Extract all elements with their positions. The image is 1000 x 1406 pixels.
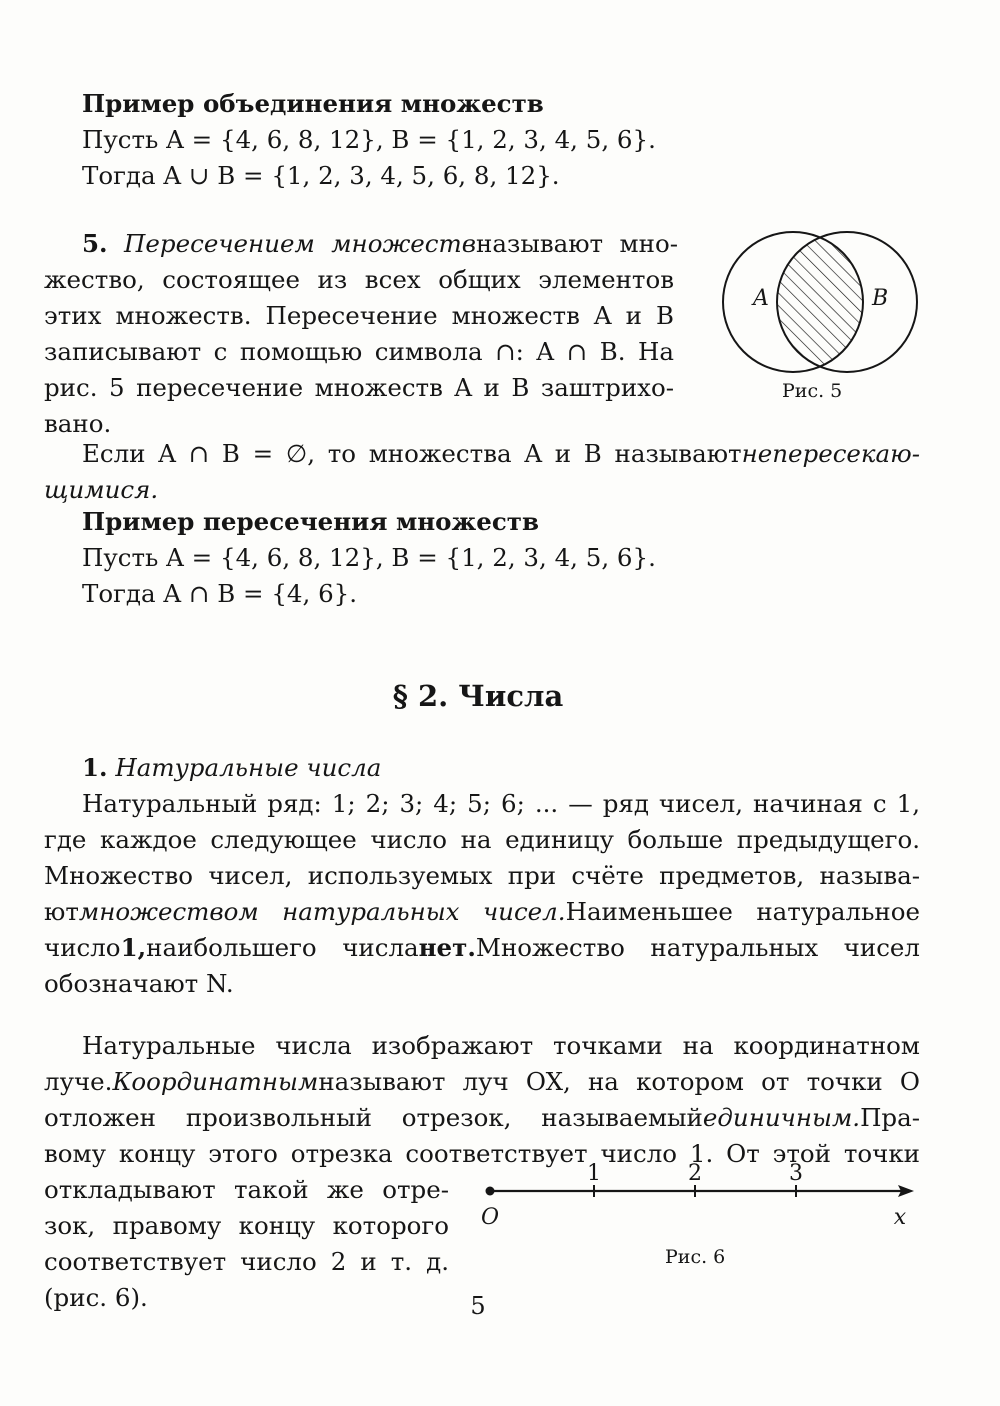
origin-point (486, 1187, 495, 1196)
item-number: 5. (82, 229, 108, 258)
intersection-def-line6: вано. (44, 409, 112, 438)
intersection-def-line1-rest: называют мно- (476, 229, 678, 258)
ray-p2-line2-a: луче. (44, 1067, 113, 1096)
ray-p2-line4: вому концу этого отрезка соответствует число 1. От этой точки (44, 1139, 920, 1168)
set-b-label: B (872, 286, 889, 311)
ray-p2-line3-b: Пра- (860, 1103, 920, 1132)
natural-p1-line2: где каждое следующее число на единицу больше предыдущего. (44, 825, 920, 854)
intersection-def-line1 (82, 226, 678, 262)
intersection-example-line1: Пусть A = {4, 6, 8, 12}, B = {1, 2, 3, 4, 5, 6}. (82, 543, 656, 572)
origin-label: O (480, 1205, 500, 1230)
ray-p2-line5: откладывают такой же отре- (44, 1175, 449, 1204)
term-natural-set: множеством натуральных чисел. (78, 897, 566, 926)
bold-none: нет. (418, 933, 476, 962)
term-coordinate: Координатным (112, 1067, 319, 1096)
intersection-def-line2: жество, состоящее из всех общих элементов (44, 265, 674, 294)
page-number: 5 (470, 1292, 486, 1320)
disjoint-line1-text: Если A ∩ B = ∅, то множества A и B называют (82, 439, 742, 468)
disjoint-line2: щимися. (44, 475, 159, 504)
term-disjoint: непересекаю- (741, 439, 920, 468)
natural-p1-line4-a: ют (44, 897, 79, 926)
coordinate-ray (470, 1160, 930, 1240)
union-example-line2: Тогда A ∪ B = {1, 2, 3, 4, 5, 6, 8, 12}. (82, 161, 560, 190)
intersection-example-line2: Тогда A ∩ B = {4, 6}. (82, 579, 358, 608)
ray-p2-line6: зок, правому концу которого (44, 1211, 449, 1240)
term-intersection: Пересечением множеств (124, 229, 477, 258)
tick-label-2: 2 (688, 1161, 702, 1186)
intersection-def-line3: этих множеств. Пересечение множеств A и B (44, 301, 674, 330)
fig6-caption: Рис. 6 (665, 1246, 726, 1268)
natural-p1-line5-a: число (44, 933, 121, 962)
tick-label-3: 3 (789, 1161, 803, 1186)
natural-p1-line5 (44, 930, 920, 966)
ray-p2-line8: (рис. 6). (44, 1283, 148, 1312)
natural-p1-line5-d: Множество натуральных чисел (475, 933, 920, 962)
axis-label: x (893, 1205, 907, 1230)
venn-diagram (705, 220, 965, 395)
ray-p2-line1: Натуральные числа изображают точками на координатном (82, 1031, 920, 1060)
union-example-heading: Пример объединения множеств (82, 89, 544, 118)
section-title: § 2. Числа (392, 679, 564, 713)
natural-p1-line1: Натуральный ряд: 1; 2; 3; 4; 5; 6; ... — ряд чисел, начиная с 1, (82, 789, 920, 818)
disjoint-line1 (82, 436, 920, 472)
intersection-def-line4: записывают с помощью символа ∩: A ∩ B. На (44, 337, 674, 366)
bold-one: 1, (120, 933, 147, 962)
ray-p2-line2-b: называют луч OX, на котором от точки O (318, 1067, 920, 1096)
tick-label-1: 1 (587, 1161, 601, 1186)
set-a-label: A (753, 286, 769, 311)
intersection-example-heading: Пример пересечения множеств (82, 507, 539, 536)
union-example-line1: Пусть A = {4, 6, 8, 12}, B = {1, 2, 3, 4, 5, 6}. (82, 125, 656, 154)
ray-p2-line7: соответствует число 2 и т. д. (44, 1247, 449, 1276)
subsection-title: Натуральные числа (115, 753, 382, 782)
intersection-def-line5: рис. 5 пересечение множеств A и B заштрихо- (44, 373, 674, 402)
subsection-number: 1. (82, 753, 108, 782)
fig5-caption: Рис. 5 (782, 380, 843, 402)
ray-p2-line2 (44, 1064, 920, 1100)
ray-p2-line3 (44, 1100, 920, 1136)
ray-p2-line3-a: отложен произвольный отрезок, называемый (44, 1103, 703, 1132)
natural-p1-line4-b: Наименьшее натуральное (565, 897, 921, 926)
natural-p1-line5-c: наибольшего числа (146, 933, 419, 962)
natural-p1-line4 (44, 894, 920, 930)
natural-p1-line3: Множество чисел, используемых при счёте предметов, называ- (44, 861, 920, 890)
term-unit: единичным. (702, 1103, 861, 1132)
natural-p1-line6: обозначают N. (44, 969, 234, 998)
subsection-heading (82, 750, 920, 786)
